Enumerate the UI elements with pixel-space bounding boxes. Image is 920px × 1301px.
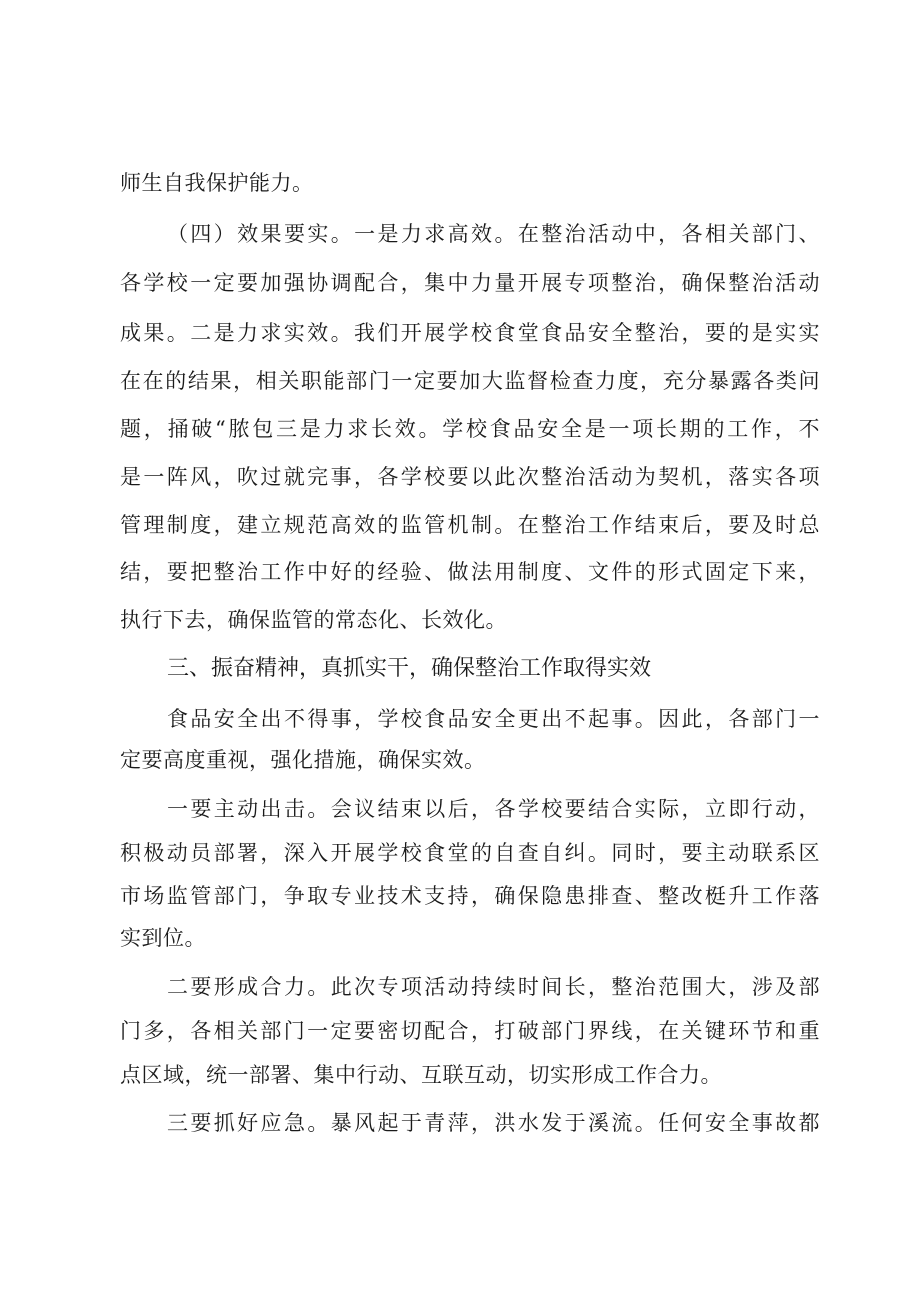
paragraph-line: 是一阵风，吹过就完事，各学校要以此次整治活动为契机，落实各项 [120, 465, 820, 489]
paragraph-line: （四）效果要实。一是力求高效。在整治活动中，各相关部门、 [167, 222, 820, 246]
paragraph-line: 食品安全出不得事，学校食品安全更出不起事。因此，各部门一 [167, 707, 820, 731]
paragraph-line: 成果。二是力求实效。我们开展学校食堂食品安全整治，要的是实实 [120, 321, 820, 345]
paragraph-line: 门多，各相关部门一定要密切配合，打破部门界线，在关键环节和重 [120, 1019, 820, 1043]
paragraph-line: 三要抓好应急。暴风起于青萍，洪水发于溪流。任何安全事故都 [167, 1111, 820, 1135]
paragraph-line: 题，捅破“脓包三是力求长效。学校食品安全是一项长期的工作，不 [120, 417, 820, 441]
paragraph-line: 结，要把整治工作中好的经验、做法用制度、文件的形式固定下来， [120, 560, 820, 584]
paragraph-line: 积极动员部署，深入开展学校食堂的自查自纠。同时，要主动联系区 [120, 841, 820, 865]
paragraph-line: 二要形成合力。此次专项活动持续时间长，整治范围大，涉及部 [167, 975, 820, 999]
paragraph-line: 实到位。 [120, 926, 206, 950]
paragraph-line: 市场监管部门，争取专业技术支持，确保隐患排查、整改梃升工作落 [120, 884, 820, 908]
paragraph-line: 一要主动出击。会议结束以后，各学校要结合实际，立即行动， [167, 797, 820, 821]
paragraph-line: 点区域，统一部署、集中行动、互联互动，切实形成工作合力。 [120, 1063, 722, 1087]
paragraph-line: 师生自我保护能力。 [120, 171, 314, 195]
paragraph-line: 定要高度重视，强化措施，确保实效。 [120, 748, 486, 772]
paragraph-line: 管理制度，建立规范高效的监管机制。在整治工作结束后，要及时总 [120, 513, 820, 537]
paragraph-line: 执行下去，确保监管的常态化、长效化。 [120, 608, 507, 632]
paragraph-line: 各学校一定要加强协调配合，集中力量开展专项整治，确保整治活动 [120, 271, 820, 295]
paragraph-line: 在在的结果，相关职能部门一定要加大监督检查力度，充分暴露各类问 [120, 369, 820, 393]
section-heading: 三、振奋精神，真抓实干，确保整治工作取得实效 [167, 656, 652, 681]
